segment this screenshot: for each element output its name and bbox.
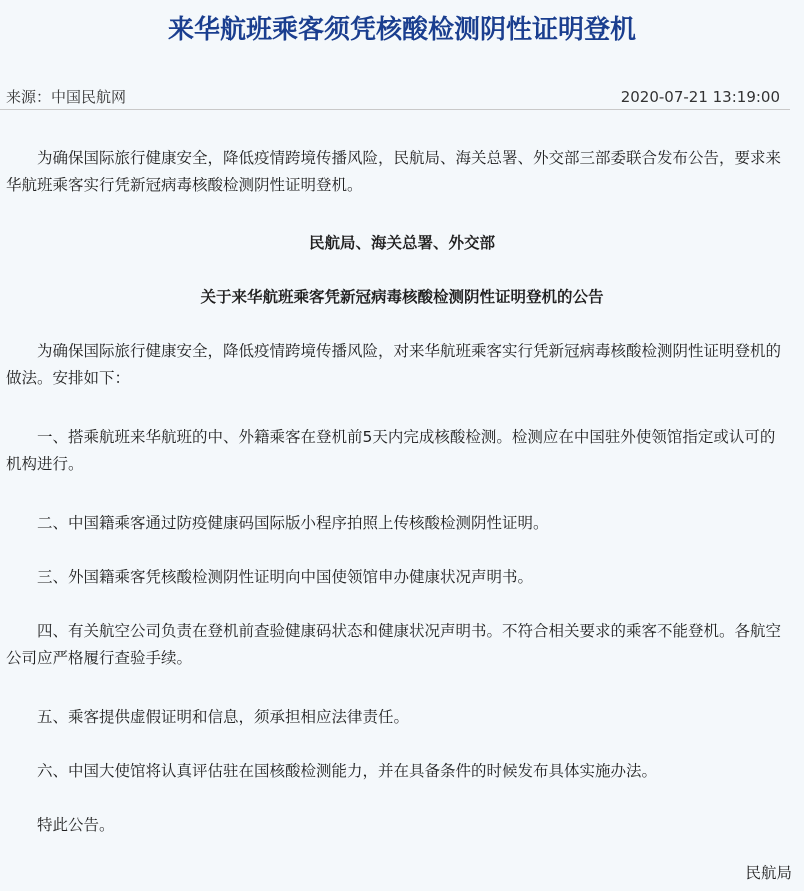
article-source: 来源：中国民航网 — [6, 88, 127, 106]
item-5: 五、乘客提供虚假证明和信息，须承担相应法律责任。 — [37, 708, 410, 726]
article-title: 来华航班乘客须凭核酸检测阴性证明登机 — [167, 15, 636, 45]
item-6: 六、中国大使馆将认真评估驻在国核酸检测能力，并在具备条件的时候发布具体实施办法。 — [37, 762, 658, 780]
item-3: 三、外国籍乘客凭核酸检测阴性证明向中国使领馆申办健康状况声明书。 — [37, 568, 534, 586]
item-4: 四、有关航空公司负责在登机前查验健康码状态和健康状况声明书。不符合相关要求的乘客不能登机。各航空公司应严格履行查验手续。 — [6, 622, 782, 667]
article-meta — [0, 84, 790, 110]
notice-title: 关于来华航班乘客凭新冠病毒核酸检测阴性证明登机的公告 — [200, 288, 604, 306]
intro-paragraph: 为确保国际旅行健康安全，降低疫情跨境传播风险，民航局、海关总署、外交部三部委联合发布公告，要求来华航班乘客实行凭新冠病毒核酸检测阴性证明登机。 — [6, 149, 782, 194]
notice-paragraph: 为确保国际旅行健康安全，降低疫情跨境传播风险，对来华航班乘客实行凭新冠病毒核酸检测阴性证明登机的做法。安排如下： — [6, 342, 782, 387]
item-1: 一、搭乘航班来华航班的中、外籍乘客在登机前5天内完成核酸检测。检测应在中国驻外使领馆指定或认可的机构进行。 — [6, 428, 776, 473]
article-date: 2020-07-21 13:19:00 — [620, 88, 780, 106]
closing-line: 特此公告。 — [37, 816, 115, 834]
item-2: 二、中国籍乘客通过防疫健康码国际版小程序拍照上传核酸检测阴性证明。 — [37, 514, 549, 532]
signature: 民航局 — [745, 864, 792, 882]
issuers-heading: 民航局、海关总署、外交部 — [308, 234, 495, 252]
